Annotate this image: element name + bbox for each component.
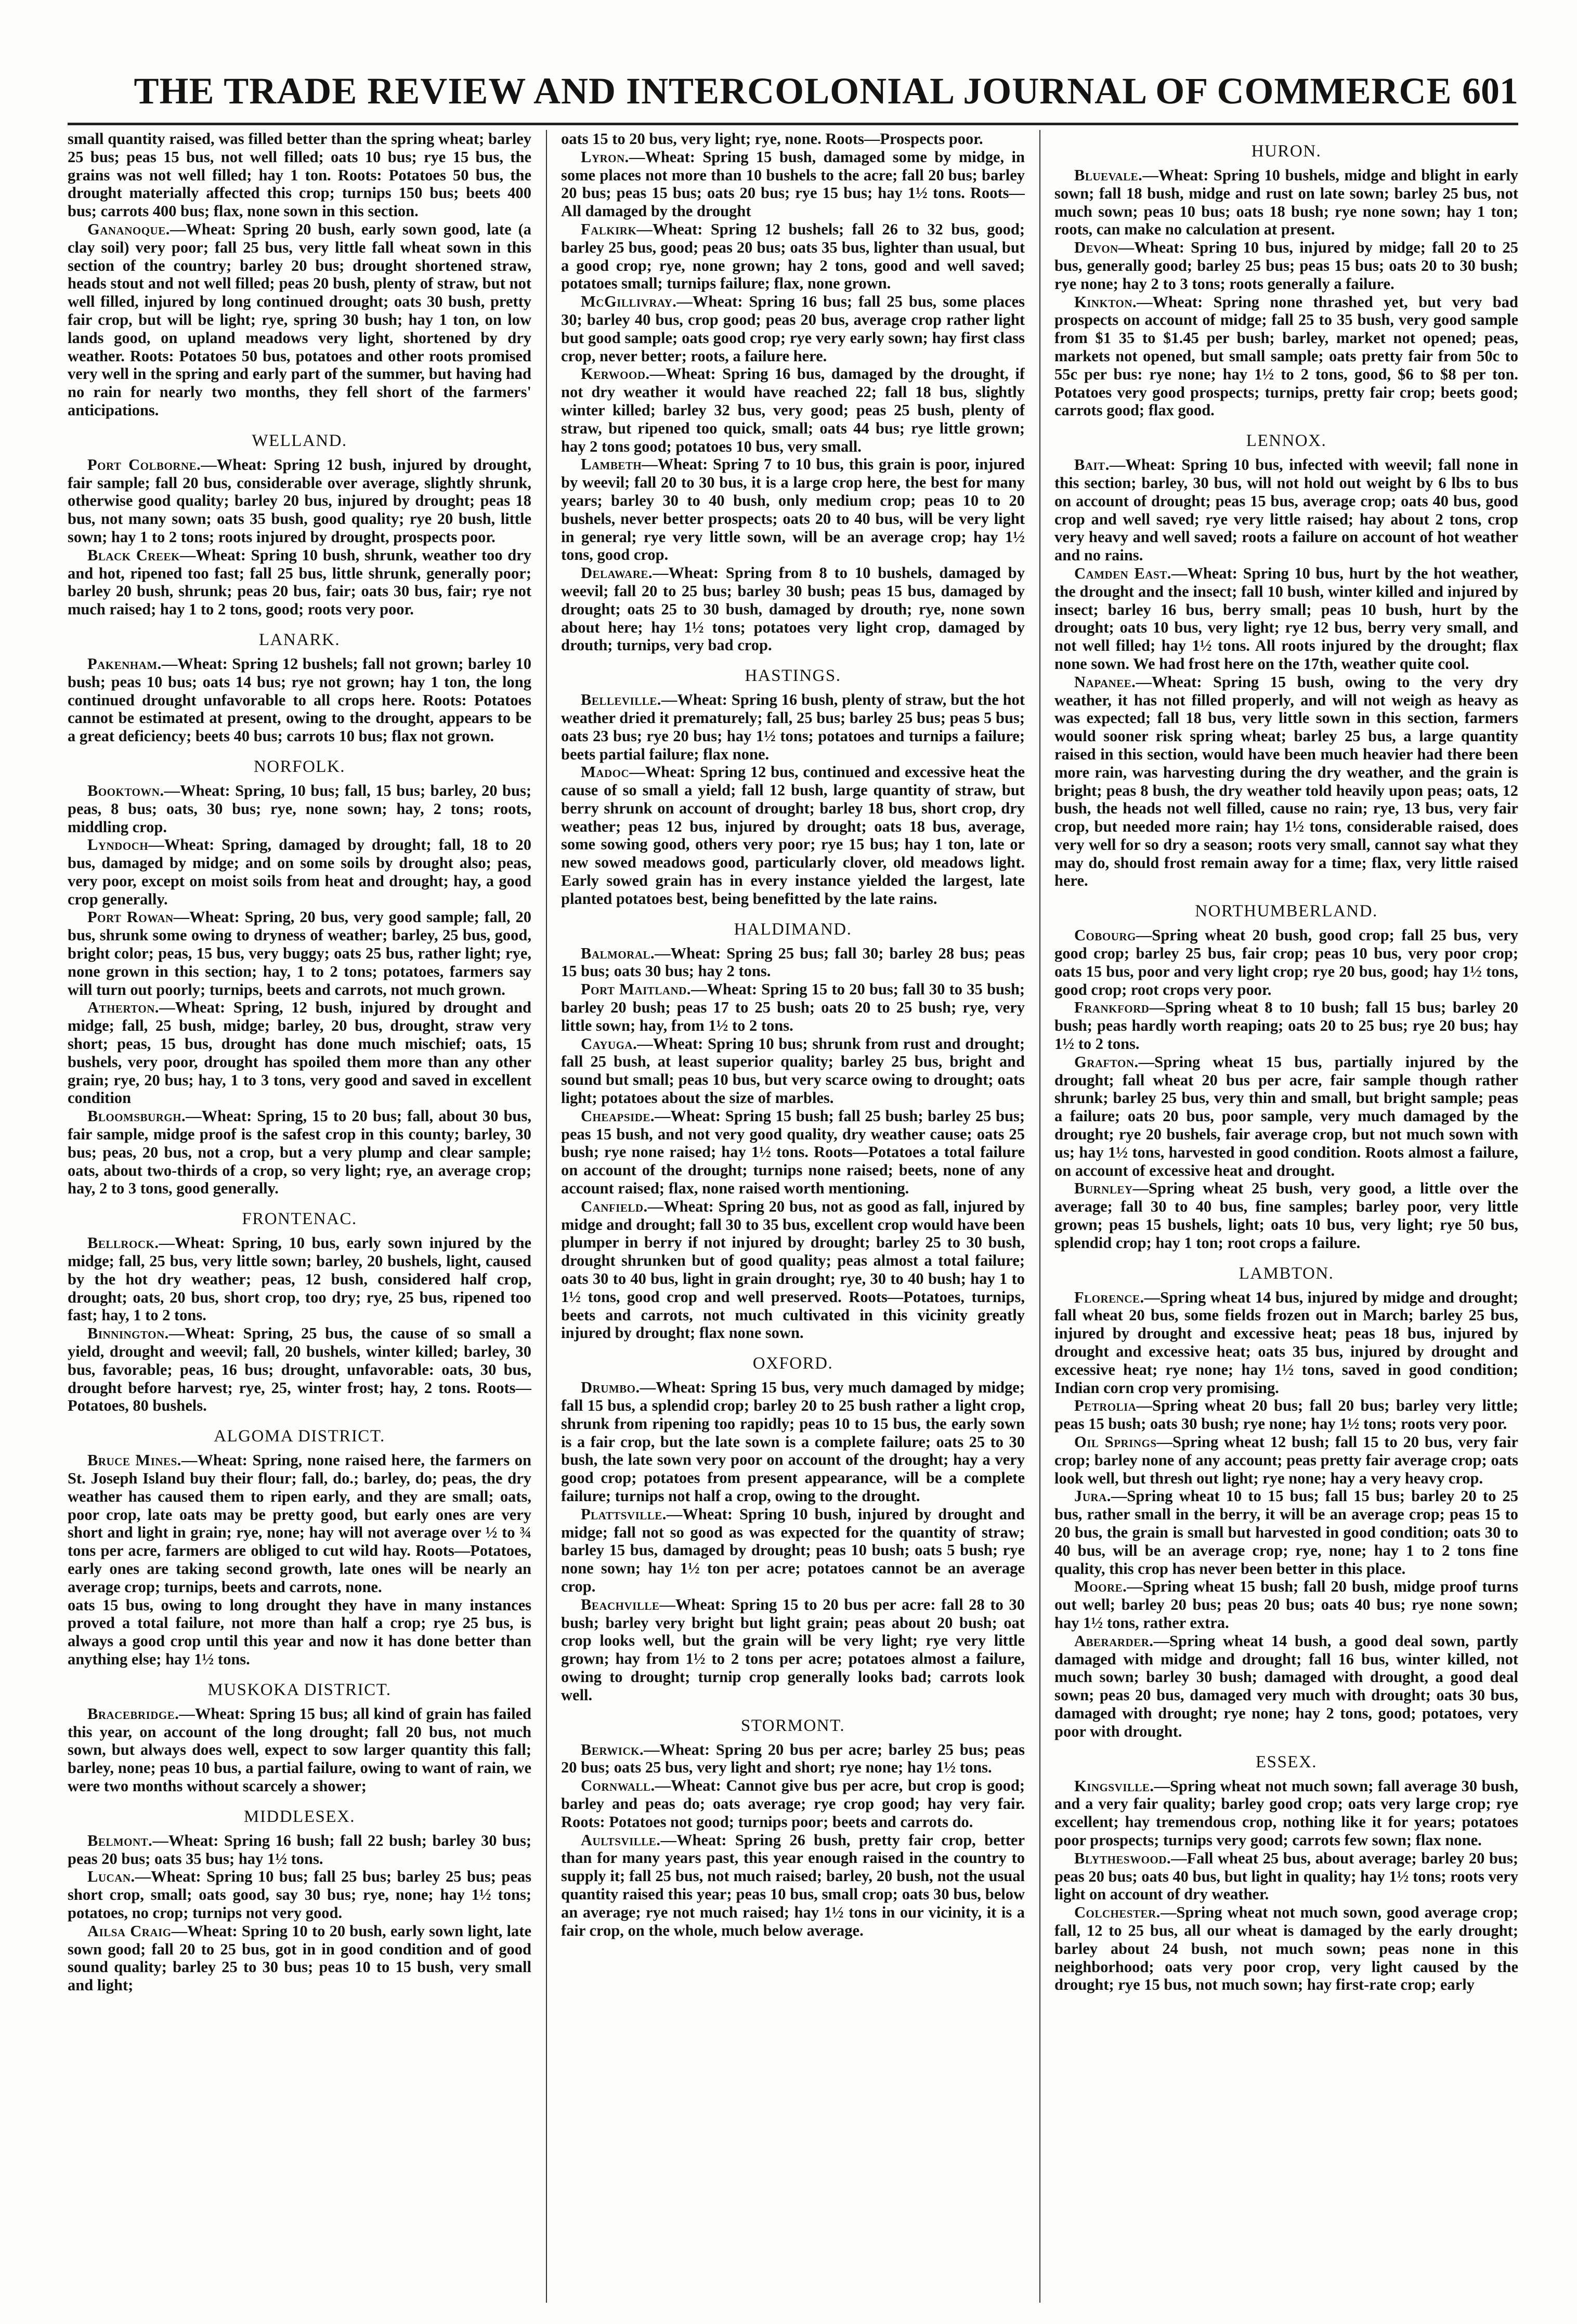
report-text: —Wheat: Spring 25 bus; fall 30; barley 28 bus; peas 15 bus; oats 30 bus; hay 2 tons. <box>561 944 1025 980</box>
report-text: —Spring wheat 14 bus, injured by midge and drought; fall wheat 20 bus, some fields frozen out in March; barley 25 bus, injured by drought and excessive heat; peas 18 bus, injured by drought and excessive heat; oats 35 bus, injured by drought and excessive heat; rye none; hay 1½ tons, saved in good condition; Indian corn crop very promising. <box>1054 1288 1518 1397</box>
report-text: —Wheat: Spring 10 bush, injured by drought and midge; fall not so good as was expected for the quantity of straw; barley 15 bus, damaged by drought; peas 10 bush; oats 5 bush; rye none sown; hay 1½ ton per acre; potatoes cannot be an average crop. <box>561 1505 1025 1595</box>
place-name: Lucan. <box>87 1868 135 1886</box>
place-name: Devon <box>1074 239 1118 257</box>
place-name: Cheapside. <box>581 1107 655 1125</box>
crop-report-paragraph <box>1054 1903 1518 1994</box>
report-text: —Wheat: Spring, 10 bus; fall, 15 bus; barley, 20 bus; peas, 8 bus; oats, 30 bus; rye, none sown; hay, 2 tons; roots, middling crop. <box>68 781 531 836</box>
report-text: —Wheat: Spring, damaged by drought; fall, 18 to 20 bus, damaged by midge; and on some soils by drought also; peas, very poor, except on moist soils from heat and drought; hay, a good crop generally. <box>68 836 531 908</box>
place-name: Frankford <box>1074 999 1150 1017</box>
crop-report-paragraph <box>68 1705 531 1795</box>
place-name: Jura. <box>1074 1487 1111 1505</box>
place-name: Atherton. <box>87 999 160 1017</box>
crop-report-paragraph <box>1054 239 1518 293</box>
crop-report-paragraph <box>561 455 1025 564</box>
place-name: Oil Springs <box>1074 1433 1157 1451</box>
crop-report-paragraph <box>561 763 1025 908</box>
page-header <box>68 62 1518 120</box>
report-text: —Wheat: Spring 15 bush; fall 25 bush; barley 25 bus; peas 15 bush, and not very good quality, dry weather cause; oats 25 bush; rye none raised; hay 1½ tons. Roots—Potatoes a total failure on account of the drought; turnips none raised; beets, none of any account raised; flax, none raised worth mentioning. <box>561 1107 1025 1198</box>
crop-report-paragraph <box>561 1198 1025 1342</box>
report-text: —Wheat: Spring, 10 bus, early sown injured by the midge; fall, 25 bus, very little sown; barley, 20 bushels, light, caused by the hot dry weather; peas, 12 bush, considered half crop, drought; oats, 20 bus, short crop, too dry; rye, 25 bus, ripened too fast; hay, 1 to 2 tons. <box>68 1234 531 1324</box>
report-text: —Wheat: Spring 16 bush; fall 22 bush; barley 30 bus; peas 20 bus; oats 35 bus; hay 1½ tons. <box>68 1831 531 1868</box>
place-name: Belleville. <box>581 691 661 709</box>
crop-report-paragraph <box>561 1831 1025 1940</box>
report-text: —Wheat: Spring 16 bus, damaged by the drought, if not dry weather it would have reached 22; fall 18 bus, slightly winter killed; barley 32 bus, very good; peas 25 bush, plenty of straw, but ripened too quick, small; oats 44 bus; rye little grown; hay 2 tons good; potatoes 10 bus, very small. <box>561 365 1025 455</box>
place-name: Aberarder. <box>1074 1632 1154 1650</box>
place-name: Delaware. <box>581 564 653 582</box>
crop-report-paragraph <box>1054 1397 1518 1433</box>
place-name: Plattsville. <box>581 1505 667 1523</box>
place-name: Binnington. <box>87 1324 169 1343</box>
section-heading: LANARK. <box>258 630 341 649</box>
section-heading: MUSKOKA DISTRICT. <box>207 1680 392 1699</box>
crop-report-paragraph <box>561 691 1025 763</box>
section-heading: FRONTENAC. <box>242 1210 357 1229</box>
section-heading: NORFOLK. <box>253 757 346 776</box>
report-text: —Wheat: Spring none thrashed yet, but very bad prospects on account of midge; fall 25 to 35 bush, very good sample from $1 35 to $1.45 per bush; barley, market not opened; peas, markets not opened, but small sample; oats pretty fair from 50c to 55c per bus: rye none; hay 1½ to 2 tons, good, $6 to $8 per ton. Potatoes very good prospects; turnips, pretty fair crop; beets good; carrots good; flax good. <box>1054 293 1518 419</box>
place-name: Cayuga. <box>581 1034 637 1053</box>
place-name: McGillivray. <box>581 293 677 311</box>
crop-report-paragraph <box>1054 293 1518 420</box>
crop-report-paragraph <box>1054 673 1518 890</box>
crop-report-paragraph <box>1054 1487 1518 1578</box>
report-text: —Wheat: Spring 20 bus per acre; barley 25 bus; peas 20 bus; oats 25 bus, very light and short; rye none; hay 1½ tons. <box>561 1740 1025 1777</box>
crop-report-paragraph <box>561 980 1025 1034</box>
report-text: —Wheat: Spring, 12 bush, injured by drought and midge; fall, 25 bush, midge; barley, 20 bus, drought, straw very short; peas, 15 bus, drought has done much mischief; oats, 15 bushels, very poor, drought has spoiled them more than any other grain; rye, 20 bus; hay, 1 to 3 tons, very good and saved in excellent condition <box>68 999 531 1107</box>
crop-report-paragraph <box>1054 1289 1518 1397</box>
crop-report-paragraph <box>1054 1053 1518 1180</box>
column-3 <box>1054 130 1518 2303</box>
crop-report-paragraph <box>561 1741 1025 1777</box>
crop-report-paragraph <box>68 1107 531 1198</box>
report-text: —Spring wheat 15 bush; fall 20 bush, midge proof turns out well; barley 20 bus; peas 20 bus; oats 40 bus; rye none sown; hay 1½ tons, rather extra. <box>1054 1578 1518 1632</box>
place-name: Cornwall. <box>581 1777 655 1795</box>
crop-report-paragraph <box>68 1234 531 1324</box>
column-1 <box>68 130 531 2303</box>
report-text: —Wheat: Spring 10 bus, hurt by the hot weather, the drought and the insect; fall 10 bush, winter killed and injured by insect; barley 16 bus, berry small; peas 10 bush, hurt by the drought; oats 10 bus, very light; rye 12 bus, berry very small, and not well filled; hay 1½ tons. All roots injured by the drought; flax none sown. We had frost here on the 17th, weather quite cool. <box>1054 564 1518 673</box>
section-heading: HURON. <box>1251 142 1322 161</box>
place-name: Grafton. <box>1074 1053 1139 1071</box>
place-name: Lambeth <box>581 455 642 474</box>
place-name: Colchester. <box>1074 1903 1161 1922</box>
report-text: —Wheat: Spring 10 bushels, midge and blight in early sown; fall 18 bush, midge and rust on late sown; barley 25 bus, not much sown; peas 10 bus; oats 18 bush; rye none sown; hay 1 ton; roots, can make no calculation at present. <box>1054 166 1518 239</box>
place-name: Berwick. <box>581 1740 644 1758</box>
column-divider <box>1039 130 1040 2303</box>
report-text: —Wheat: Spring 15 to 20 bus; fall 30 to 35 bush; barley 20 bush; peas 17 to 25 bush; oats 20 to 25 bush; rye, very little sown; hay, from 1½ to 2 tons. <box>561 980 1025 1034</box>
place-name: Petrolia <box>1074 1397 1137 1415</box>
crop-report-paragraph <box>561 1777 1025 1831</box>
crop-report-paragraph <box>1054 1777 1518 1849</box>
place-name: Kingsville. <box>1074 1777 1154 1795</box>
crop-report-paragraph <box>1054 1433 1518 1487</box>
crop-report-paragraph <box>68 546 531 619</box>
crop-report-paragraph <box>1054 564 1518 673</box>
crop-report-paragraph <box>1054 1578 1518 1632</box>
section-heading: OXFORD. <box>752 1354 833 1373</box>
report-text: —Wheat: Spring 26 bush, pretty fair crop, better than for many years past, this year enough raised in the country to supply it; fall 25 bus, not much raised; barley, 20 bush, not the usual quantity raised this year; peas 10 bus, small crop; oats 30 bus, below an average; rye not much raised; hay 1½ tons in our vicinity, it is a fair crop, on the whole, much below average. <box>561 1831 1025 1939</box>
report-text: —Spring wheat 10 to 15 bus; fall 15 bus; barley 20 to 25 bus, rather small in the berry, it will be an average crop; peas 15 to 20 bus, the grain is small but harvested in good condition; oats 30 to 40 bus, will be an average crop; rye, none; hay 1 to 2 tons fine quality, this crop has never been better in this place. <box>1054 1487 1518 1578</box>
place-name: Blytheswood. <box>1074 1849 1171 1867</box>
place-name: Bellrock. <box>87 1234 159 1252</box>
column-2 <box>561 130 1025 2303</box>
place-name: Lyndoch <box>87 836 149 854</box>
report-text: —Wheat: Spring 10 bus; shrunk from rust and drought; fall 25 bush, at least superior quality; barley 25 bus, bright and sound but small; peas 10 bus, but very scarce owing to drought; oats light; potatoes about the size of marbles. <box>561 1034 1025 1107</box>
crop-report-paragraph <box>561 365 1025 455</box>
place-name: Bracebridge. <box>87 1704 179 1723</box>
crop-report-paragraph <box>68 655 531 745</box>
report-text: —Wheat: Spring 15 bush, owing to the very dry weather, it has not filled properly, and will not weigh as heavy as was expected; fall 18 bus, very little sown in this section, farmers would sooner risk spring wheat; barley 25 bus, a large quantity raised in this section, would have been much heavier had there been more rain, was harvesting during the dry weather, and the grain is bright; peas 8 bush, the dry weather told heavily upon peas; oats, 12 bush, the heads not well filled, cause no rain; rye, 13 bus, very fair crop, but needed more rain; hay 1½ tons, considerable raised, does very well for so dry a season; roots very small, cannot say what they may do, should frost remain away for a time; flax, very little raised here. <box>1054 673 1518 890</box>
crop-report-paragraph <box>68 836 531 908</box>
report-text: —Wheat: Spring 15 bus; all kind of grain has failed this year, on account of the long drought; fall 20 bus, not much sown, but always does well, expect to sow larger quantity this fall; barley, none; peas 10 bus, a partial failure, owing to want of rain, we were two months without scarcely a shower; <box>68 1704 531 1795</box>
report-text: —Spring wheat 25 bush, very good, a little over the average; fall 30 to 40 bus, fine samples; barley poor, very little grown; peas 15 bushels, light; oats 10 bus, very light; rye 50 bus, splendid crop; hay 1 ton; root crops a failure. <box>1054 1179 1518 1252</box>
section-heading: ESSEX. <box>1255 1752 1318 1771</box>
crop-report-paragraph <box>68 999 531 1107</box>
report-text: —Wheat: Spring 12 bus, continued and excessive heat the cause of so small a yield; fall 12 bush, large quantity of straw, but berry shrunk on account of drought; barley 18 bus, short crop, dry weather; peas 12 bus, injured by drought; oats 18 bus, average, some sowing good, others very poor; rye 15 bus; hay 1 ton, late or new sowed meadows good, particularly clover, old meadows light. Early sowed grain has in every instance yielded the largest, late planted potatoes best, being benefitted by the late rains. <box>561 763 1025 908</box>
crop-report-paragraph <box>561 148 1025 220</box>
place-name: Canfield. <box>581 1197 648 1215</box>
place-name: Belmont. <box>87 1831 153 1849</box>
place-name: Bruce Mines. <box>87 1451 181 1469</box>
place-name: Aultsville. <box>581 1831 661 1849</box>
report-text: —Wheat: Spring 10 bus, infected with weevil; fall none in this section; barley, 30 bus, will not hold out weight by 6 lbs to bus on account of drought; peas 15 bus, average crop; oats 40 bus, good crop and well saved; rye very little raised; hay about 2 tons, crop very heavy and well saved; roots a failure on account of hot weather and no rains. <box>1054 456 1518 564</box>
crop-report-paragraph <box>68 1868 531 1922</box>
section-heading: NORTHUMBERLAND. <box>1195 902 1378 921</box>
report-text: —Spring wheat not much sown; fall average 30 bush, and a very fair quality; barley good crop; oats very large crop; rye excellent; hay tremendous crop, nothing like it for years; potatoes poor prospects; turnips very good; carrots few sown; flax none. <box>1054 1777 1518 1849</box>
crop-report-paragraph <box>1054 166 1518 239</box>
place-name: Port Colborne. <box>87 455 201 474</box>
report-text: —Wheat: Spring, 15 to 20 bus; fall, about 30 bus, fair sample, midge proof is the safest crop in this county; barley, 30 bus; peas, 20 bus, not a crop, but a very plump and clear sample; oats, about two-thirds of a crop, so very light; rye, an average crop; hay, 2 to 3 tons, good generally. <box>68 1107 531 1198</box>
report-text: —Wheat: Spring 10 bush, shrunk, weather too dry and hot, ripened too fast; fall 25 bus, little shrunk, generally poor; barley 20 bush, shrunk; peas 20 bus, fair; oats 30 bus, fair; rye not much raised; hay 1 to 2 tons, good; roots very poor. <box>68 546 531 619</box>
journal-title: THE TRADE REVIEW AND INTERCOLONIAL JOURNAL OF COMMERCE <box>134 70 1452 112</box>
crop-report-paragraph <box>561 1596 1025 1704</box>
place-name: Bloomsburgh. <box>87 1107 186 1125</box>
crop-report-paragraph <box>68 456 531 546</box>
place-name: Florence. <box>1074 1288 1144 1306</box>
crop-report-paragraph <box>561 944 1025 981</box>
section-heading: ALGOMA DISTRICT. <box>214 1427 385 1446</box>
report-text: —Wheat: Spring 7 to 10 bus, this grain is poor, injured by weevil; fall 20 to 30 bus, it is a large crop here, the best for many years; barley 30 to 40 bush, only medium crop; peas 10 to 20 bushels, never better prospects; oats 20 to 40 bus, will be very light in general; rye very little sown, will be an average crop; hay 1½ tons, good crop. <box>561 455 1025 564</box>
section-heading: WELLAND. <box>252 431 347 450</box>
report-text: —Wheat: Spring 10 to 20 bush, early sown light, late sown good; fall 20 to 25 bus, got in in good condition and of good sound quality; barley 25 to 30 bus; peas 10 to 15 bush, very small and light; <box>68 1922 531 1994</box>
report-text: —Wheat: Spring from 8 to 10 bushels, damaged by weevil; fall 20 to 25 bus; barley 30 bush; peas 15 bus, damaged by drought; oats 25 to 30 bush, damaged by drouth; rye, none sown about here; hay 1½ tons; potatoes very light crop, damaged by drouth; turnips, very bad crop. <box>561 564 1025 654</box>
crop-report-paragraph <box>68 1922 531 1994</box>
crop-report-paragraph <box>561 220 1025 293</box>
report-text: —Wheat: Spring 15 bush, damaged some by midge, in some places not more than 10 bushels to the acre; fall 20 bus; barley 20 bus; peas 15 bus; oats 20 bus; rye 15 bus; hay 1½ tons. Roots—All damaged by the drought <box>561 148 1025 220</box>
crop-report-paragraph <box>68 782 531 836</box>
section-heading: LENNOX. <box>1246 431 1327 451</box>
report-text: —Wheat: Spring 12 bushels; fall not grown; barley 10 bush; peas 10 bus; oats 14 bus; rye not grown; hay 1 ton, the long continued drought unfavorable to all crops here. Roots: Potatoes cannot be estimated at present, owing to the drought, appears to be a great deficiency; beets 40 bus; carrots 10 bus; flax not grown. <box>68 654 531 745</box>
crop-report-paragraph <box>68 130 531 220</box>
crop-report-paragraph <box>1054 1632 1518 1741</box>
place-name: Drumbo. <box>581 1378 640 1397</box>
report-text: —Wheat: Spring 10 bus; fall 25 bus; barley 25 bus; peas short crop, small; oats good, say 30 bus; rye, none; hay 1½ tons; potatoes, no crop; turnips not very good. <box>68 1868 531 1922</box>
crop-report-paragraph <box>68 1451 531 1596</box>
report-text: —Wheat: Spring 16 bush, plenty of straw, but the hot weather dried it prematurely; fall, 25 bus; barley 25 bus; peas 5 bus; oats 23 bus; rye 20 bus; hay 1½ tons; potatoes and turnips a failure; beets partial failure; flax none. <box>561 691 1025 763</box>
place-name: Lyron. <box>581 148 629 166</box>
report-text: —Spring wheat 15 bus, partially injured by the drought; fall wheat 20 bus per acre, fair sample though rather shrunk; barley 25 bus, very thin and small, but bright sample; peas a failure; oats 20 bus, poor sample, very much damaged by the drought; rye 20 bushels, fair average crop, but not much sown with us; hay 1½ tons, harvested in good condition. Roots almost a failure, on account of excessive heat and drought. <box>1054 1053 1518 1179</box>
section-heading: HASTINGS. <box>745 666 841 686</box>
crop-report-paragraph <box>1054 999 1518 1053</box>
report-text: —Wheat: Spring 15 to 20 bus per acre: fall 28 to 30 bush; barley very bright but light grain; peas about 20 bush; oat crop looks well, but the grain will be very light; rye very little grown; hay from 1½ to 2 tons per acre; potatoes almost a failure, owing to drought; turnip crop generally looks bad; carrots look well. <box>561 1595 1025 1704</box>
crop-report-paragraph <box>561 1107 1025 1198</box>
crop-report-paragraph <box>561 1505 1025 1596</box>
crop-report-paragraph <box>1054 456 1518 564</box>
place-name: Balmoral. <box>581 944 655 962</box>
report-text: —Wheat: Spring 12 bushels; fall 26 to 32 bus, good; barley 25 bus, good; peas 20 bus; oats 35 bus, lighter than usual, but a good crop; rye, none grown; hay 2 tons, good and well saved; potatoes small; turnips failure; flax, none grown. <box>561 220 1025 293</box>
crop-report-paragraph <box>561 1035 1025 1107</box>
report-text: —Spring wheat 20 bus; fall 20 bus; barley very little; peas 15 bush; oats 30 bush; rye none; hay 1½ tons; roots very poor. <box>1054 1397 1518 1433</box>
report-text: —Wheat: Spring 20 bus, not as good as fall, injured by midge and drought; fall 30 to 35 bus, excellent crop would have been plumper in berry if not injured by drought; barley 25 to 30 bush, drought shrunken but of good quality; peas almost a total failure; oats 30 to 40 bus, light in grain drought; rye, 30 to 40 bush; hay 1 to 1½ tons, good crop and well preserved. Roots—Potatoes, turnips, beets and carrots, not much cultivated in this vicinity greatly injured by drought; flax none sown. <box>561 1197 1025 1342</box>
place-name: Black Creek <box>87 546 180 564</box>
place-name: Napanee. <box>1074 673 1136 691</box>
place-name: Ailsa Craig <box>87 1922 172 1940</box>
crop-report-paragraph <box>68 1832 531 1868</box>
report-text: —Wheat: Spring 20 bush, early sown good, late (a clay soil) very poor; fall 25 bus, very little fall wheat sown in this section of the country; barley 20 bus; drought shortened straw, heads stout and not well filled; peas 20 bush, plenty of straw, but not well filled, injured by long continued drought; oats 30 bush, pretty fair crop, but will be light; rye, spring 30 bush; hay 1 ton, on low lands good, on upland meadows very light, shortened by dry weather. Roots: Potatoes 50 bus, potatoes and other roots promised very well in the spring and early part of the summer, but having had no rain for nearly two months, they fell short of the farmers' anticipations. <box>68 220 531 419</box>
section-heading: LAMBTON. <box>1239 1264 1334 1283</box>
report-text: small quantity raised, was filled better than the spring wheat; barley 25 bus; peas 15 bus, not well filled; oats 10 bus; rye 15 bus, the grains was not well filled; hay 1 ton. Roots: Potatoes 50 bus, the drought materially affected this crop; turnips 150 bus; beets 400 bus; carrots 400 bus; flax, none sown in this section. <box>68 130 531 220</box>
crop-report-paragraph <box>68 908 531 999</box>
crop-report-paragraph <box>1054 926 1518 999</box>
report-text: —Wheat: Spring 10 bus, injured by midge; fall 20 to 25 bus, generally good; barley 25 bus; peas 15 bus; oats 20 to 30 bush; rye none; hay 2 to 3 tons; roots generally a failure. <box>1054 239 1518 293</box>
crop-report-paragraph <box>68 1596 531 1669</box>
crop-report-paragraph <box>1054 1849 1518 1903</box>
report-text: —Wheat: Spring 12 bush, injured by drought, fair sample; fall 20 bus, considerable over average, slightly shrunk, otherwise good quality; barley 20 bus, injured by drought; peas 18 bus, not many sown; oats 35 bush, good quality; rye 20 bush, little sown; hay 1 to 2 tons; roots injured by drought, prospects poor. <box>68 455 531 546</box>
report-text: —Spring wheat 8 to 10 bush; fall 15 bus; barley 20 bush; peas hardly worth reaping; oats 20 to 25 bus; rye 20 bus; hay 1½ to 2 tons. <box>1054 999 1518 1053</box>
place-name: Cobourg <box>1074 926 1136 944</box>
crop-report-paragraph <box>68 220 531 419</box>
report-text: —Wheat: Spring, none raised here, the farmers on St. Joseph Island buy their flour; fall, do.; barley, do; peas, the dry weather has caused them to ripen early, and they are small; oats, poor crop, late oats may be pretty good, but early ones are very short and light in grain; rye, none; hay will not average over ½ to ¾ tons per acre, farmers are obliged to cut wild hay. Roots—Potatoes, early ones are taking second growth, late ones will be nearly an average crop; turnips, beets and carrots, none. <box>68 1451 531 1596</box>
section-heading: STORMONT. <box>740 1716 845 1735</box>
report-text: —Wheat: Spring, 25 bus, the cause of so small a yield, drought and weevil; fall, 20 bushels, winter killed; barley, 30 bus, favorable; peas, 16 bus; drought, unfavorable: oats, 30 bus, drought before harvest; rye, 25, winter frost; hay, 2 tons. Roots—Potatoes, 80 bushels. <box>68 1324 531 1415</box>
report-text: —Spring wheat not much sown, good average crop; fall, 12 to 25 bus, all our wheat is damaged by the early drought; barley about 24 bush, not much sown; peas none in this neighborhood; oats very poor crop, very light caused by the drought; rye 15 bus, not much sown; hay first-rate crop; early <box>1054 1903 1518 1994</box>
section-heading: MIDDLESEX. <box>244 1807 355 1826</box>
report-text: —Wheat: Spring, 20 bus, very good sample; fall, 20 bus, shrunk some owing to dryness of weather; barley, 25 bus, good, bright color; peas, 15 bus, very buggy; oats 25 bus, rather light; rye, none grown in this section; hay, 1 to 2 tons; potatoes, farmers say will turn out poorly; turnips, beets and carrots, not much grown. <box>68 908 531 999</box>
place-name: Kinkton. <box>1074 293 1137 311</box>
report-text: oats 15 bus, owing to long drought they have in many instances proved a total failure, not more than half a crop; rye 25 bus, is always a good crop until this year and now it has done better than anything else; hay 1½ tons. <box>68 1596 531 1668</box>
crop-report-paragraph <box>561 564 1025 654</box>
place-name: Kerwood. <box>581 365 650 383</box>
crop-report-paragraph <box>561 130 1025 148</box>
place-name: Gananoque. <box>87 220 170 238</box>
place-name: Beachville <box>581 1595 660 1613</box>
place-name: Port Maitland. <box>581 980 691 999</box>
header-rule <box>68 123 1518 125</box>
place-name: Port Rowan <box>87 908 174 926</box>
column-divider <box>546 130 547 2303</box>
report-text: —Spring wheat 14 bush, a good deal sown, partly damaged with midge and drought; fall 16 bus, winter killed, not much sown; barley 30 bush; damaged with drought, a good deal sown; peas 20 bus, damaged very much with drought; oats 30 bus, damaged with drought; rye none; hay 2 tons, good; potatoes, very poor with drought. <box>1054 1632 1518 1740</box>
article-columns <box>68 130 1518 2303</box>
report-text: oats 15 to 20 bus, very light; rye, none. Roots—Prospects poor. <box>561 130 983 148</box>
place-name: Madoc <box>581 763 630 781</box>
place-name: Booktown. <box>87 781 164 799</box>
crop-report-paragraph <box>1054 1179 1518 1252</box>
place-name: Pakenham. <box>87 654 162 673</box>
report-text: —Spring wheat 12 bush; fall 15 to 20 bus, very fair crop; barley none of any account; peas pretty fair average crop; oats look well, but thresh out light; rye none; hay a very heavy crop. <box>1054 1433 1518 1487</box>
page-number: 601 <box>1462 70 1518 112</box>
section-heading: HALDIMAND. <box>734 920 852 939</box>
report-text: —Wheat: Spring 15 bus, very much damaged by midge; fall 15 bus, a splendid crop; barley 20 to 25 bush rather a light crop, shrunk from ripening too rapidly; peas 10 to 15 bus, the early sown is a fair crop, but the late sown is a complete failure; oats 25 to 30 bush, the late sown very poor on account of the drought; hay a very good crop; potatoes from present appearance, will be a complete failure; turnips not half a crop, owing to the drought. <box>561 1378 1025 1505</box>
report-text: —Wheat: Spring 16 bus; fall 25 bus, some places 30; barley 40 bus, crop good; peas 20 bus, average crop rather light but good sample; oats good crop; rye very early sown; hay first class crop, never better; roots, a failure here. <box>561 293 1025 365</box>
report-text: —Spring wheat 20 bush, good crop; fall 25 bus, very good crop; barley 25 bus, fair crop; peas 10 bus, very poor crop; oats 15 bus, poor and very light crop; rye 20 bus, good; hay 1½ tons, good crop; root crops very poor. <box>1054 926 1518 999</box>
crop-report-paragraph <box>561 293 1025 365</box>
report-text: —Wheat: Cannot give bus per acre, but crop is good; barley and peas do; oats average; rye crop good; hay very fair. Roots: Potatoes not good; turnips poor; beets and carrots do. <box>561 1777 1025 1831</box>
place-name: Bluevale. <box>1074 166 1143 184</box>
place-name: Bait. <box>1074 456 1110 474</box>
crop-report-paragraph <box>561 1378 1025 1505</box>
place-name: Moore. <box>1074 1578 1127 1596</box>
place-name: Falkirk <box>581 220 637 238</box>
place-name: Burnley <box>1074 1179 1133 1198</box>
report-text: —Fall wheat 25 bus, about average; barley 20 bus; peas 20 bus; oats 40 bus, but light in quality; hay 1½ tons; roots very light on account of dry weather. <box>1054 1849 1518 1903</box>
crop-report-paragraph <box>68 1324 531 1415</box>
place-name: Camden East. <box>1074 564 1171 582</box>
